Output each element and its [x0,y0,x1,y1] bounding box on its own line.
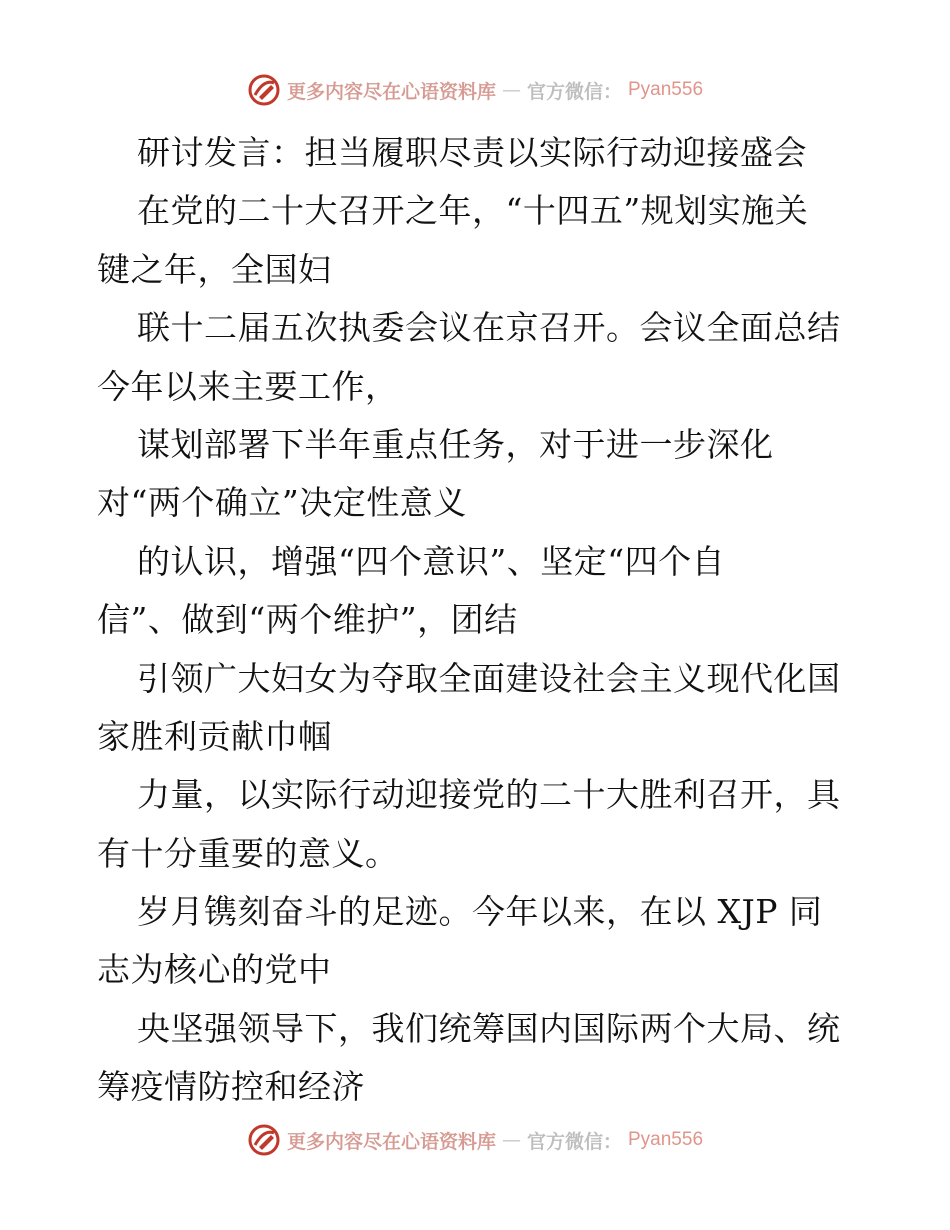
text-line: 的认识，增强“四个意识”、坚定“四个自 [137,541,726,581]
official-wechat-label: 官方微信： [526,1130,622,1153]
text-line: 筹疫情防控和经济 [97,1067,365,1107]
brand-text: 更多内容尽在心语资料库 [286,1130,496,1153]
header-watermark-inner [247,73,703,107]
official-wechat-label: 官方微信： [526,80,622,103]
wechat-account-id: Pyan556 [628,79,704,100]
text-line: 有十分重要的意义。 [97,833,399,873]
text-line: 央坚强领导下，我们统筹国内国际两个大局、统 [137,1008,841,1048]
brand-dash: — [501,79,521,101]
text-line: 今年以来主要工作， [97,366,399,406]
doc-title-line: 研讨发言：担当履职尽责以实际行动迎接盛会 [137,133,807,172]
brand-dash: — [501,1129,521,1151]
footer-watermark-inner [247,1123,703,1157]
text-line: 谋划部署下半年重点任务，对于进一步深化 [137,424,774,464]
footer-watermark [0,1120,950,1160]
brand-logo-icon [247,73,281,107]
text-line: 联十二届五次执委会议在京召开。会议全面总结 [137,308,841,348]
text-line: 志为核心的党中 [97,950,332,990]
document-body [97,124,857,1117]
text-line: 对“两个确立”决定性意义 [97,483,467,523]
text-line: 岁月镌刻奋斗的足迹。今年以来，在以 XJP 同 [137,892,823,932]
text-line: 在党的二十大召开之年，“十四五”规划实施关 [137,191,809,231]
text-line: 力量，以实际行动迎接党的二十大胜利召开，具 [137,775,841,815]
text-line: 信”、做到“两个维护”，团结 [97,600,518,640]
text-line: 键之年，全国妇 [97,249,332,289]
wechat-account-id: Pyan556 [628,1129,704,1150]
brand-logo-icon [247,1123,281,1157]
brand-text: 更多内容尽在心语资料库 [286,80,496,103]
text-line: 家胜利贡献巾帼 [97,716,332,756]
text-line: 引领广大妇女为夺取全面建设社会主义现代化国 [137,658,841,698]
header-watermark [0,70,950,110]
